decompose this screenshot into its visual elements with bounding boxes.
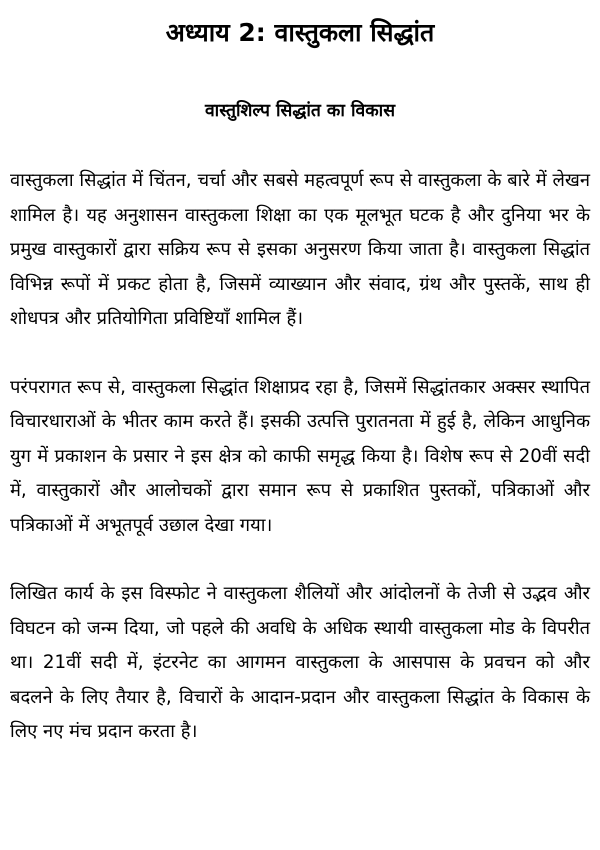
paragraph-1: वास्तुकला सिद्धांत में चिंतन, चर्चा और सबसे महत्वपूर्ण रूप से वास्तुकला के बारे में लेखन शामिल है। यह अनुशासन वास्तुकला शिक्षा का एक मूलभूत घटक है और दुनिया भर के प्रमुख वास्तुकारों द्वारा सक्रिय रूप से इसका अनुसरण किया जाता है। वास्तुकला सिद्धांत विभिन्न रूपों में प्रकट होता है, जिसमें व्याख्यान और संवाद, ग्रंथ और पुस्तकें, साथ ही शोधपत्र और प्रतियोगिता प्रविष्टियाँ शामिल हैं। bbox=[10, 170, 590, 329]
chapter-title: अध्याय 2: वास्तुकला सिद्धांत bbox=[165, 18, 435, 47]
paragraph-3: लिखित कार्य के इस विस्फोट ने वास्तुकला शैलियों और आंदोलनों के तेजी से उद्भव और विघटन को जन्म दिया, जो पहले की अवधि के अधिक स्थायी वास्तुकला मोड के विपरीत था। 21वीं सदी में, इंटरनेट का आगमन वास्तुकला के आसपास के प्रवचन को और बदलने के लिए तैयार है, विचारों के आदान-प्रदान और वास्तुकला सिद्धांत के विकास के लिए नए मंच प्रदान करता है। bbox=[10, 583, 590, 742]
section-title: वास्तुशिल्प सिद्धांत का विकास bbox=[204, 101, 396, 121]
paragraph-2: परंपरागत रूप से, वास्तुकला सिद्धांत शिक्षाप्रद रहा है, जिसमें सिद्धांतकार अक्सर स्थापित विचारधाराओं के भीतर काम करते हैं। इसकी उत्पत्ति पुरातनता में हुई है, लेकिन आधुनिक युग में प्रकाशन के प्रसार ने इस क्षेत्र को काफी समृद्ध किया है। विशेष रूप से 20वीं सदी में, वास्तुकारों और आलोचकों द्वारा समान रूप से प्रकाशित पुस्तकों, पत्रिकाओं और पत्रिकाओं में अभूतपूर्व उछाल देखा गया। bbox=[10, 376, 590, 536]
